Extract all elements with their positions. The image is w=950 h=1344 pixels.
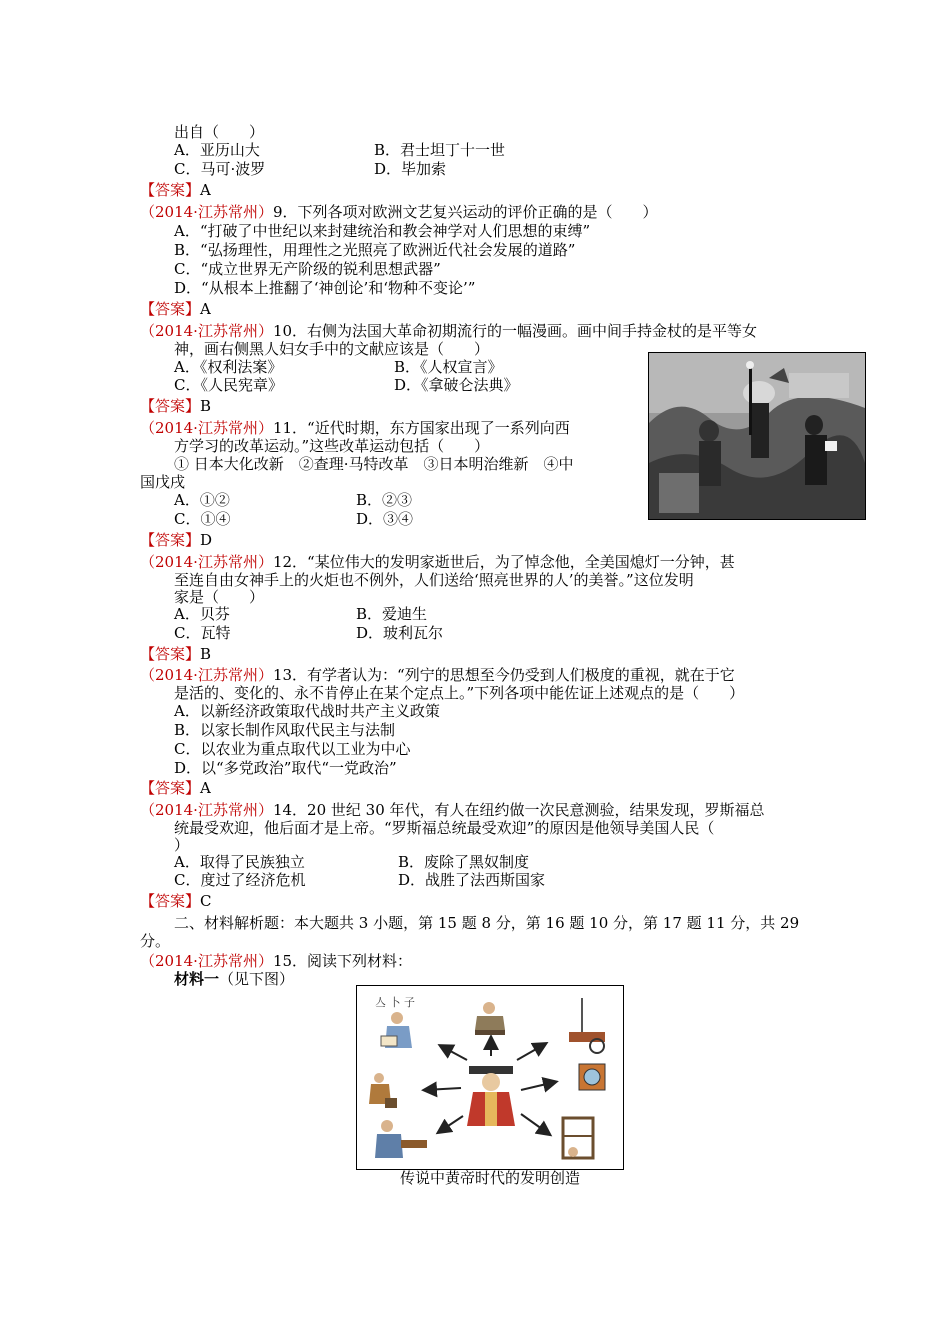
- question-source: （2014·江苏常州）: [140, 553, 273, 571]
- cartoon-illustration: [649, 353, 865, 519]
- q12-answer: [140, 645, 211, 664]
- q13-option-a: A．以新经济政策取代战时共产主义政策: [174, 702, 440, 720]
- q8-option-a: A．亚历山大: [174, 141, 260, 159]
- arrow-right: [521, 1082, 555, 1090]
- q10-option-d: D．《拿破仑法典》: [394, 376, 519, 394]
- section2-heading-cont: 分。: [140, 932, 171, 950]
- q11-stem-line-2: 方学习的改革运动。”这些改革运动包括（ ）: [174, 437, 490, 455]
- q13-option-c: C．以农业为重点取代以工业为中心: [174, 740, 411, 758]
- q8-stem-tail: 出自（ ）: [174, 123, 265, 141]
- q14-option-a: A．取得了民族独立: [174, 853, 305, 871]
- answer-value: C: [200, 892, 212, 910]
- q14-stem-line-3: ）: [174, 836, 190, 854]
- inventions-diagram: [357, 986, 623, 1169]
- answer-label: 【答案】: [140, 892, 201, 910]
- q14-option-b: B．废除了黑奴制度: [398, 853, 530, 871]
- q11-stem-line-3: ① 日本大化改新 ②查理·马特改革 ③日本明治维新 ④中: [174, 455, 574, 473]
- question-text: 10．右侧为法国大革命初期流行的一幅漫画。画中间手持金杖的是平等女: [272, 322, 758, 340]
- cart-icon: [569, 998, 605, 1053]
- q14-stem-line-2: 统最受欢迎，他后面才是上帝。“罗斯福总统最受欢迎”的原因是他领导美国人民（: [174, 819, 715, 837]
- q13-stem-line-1: [140, 666, 735, 685]
- ancient-glyphs: 亼 卜 子: [375, 996, 415, 1009]
- section2-heading: 二、材料解析题：本大题共 3 小题，第 15 题 8 分，第 16 题 10 分，第 17 题 11 分，共 29: [174, 914, 800, 932]
- material-note: （见下图）: [219, 970, 295, 988]
- question-text: 11．“近代时期，东方国家出现了一系列向西: [272, 419, 570, 437]
- q11-stem-line-1: [140, 419, 570, 438]
- q12-stem-line-3: 家是（ ）: [174, 588, 265, 606]
- scribe-figure: [381, 1012, 412, 1048]
- question-text: 15．阅读下列材料：: [272, 952, 413, 970]
- answer-label: 【答案】: [140, 300, 201, 318]
- q8-answer: [140, 181, 211, 200]
- q9-stem: [140, 203, 658, 222]
- answer-label: 【答案】: [140, 779, 201, 797]
- answer-value: B: [200, 645, 212, 663]
- figure-caption: 传说中黄帝时代的发明创造: [399, 1169, 580, 1187]
- huangdi-inventions-figure: [356, 985, 624, 1170]
- q12-stem-line-1: [140, 553, 735, 572]
- french-revolution-cartoon-image: [648, 352, 866, 520]
- arrow-lower-right: [521, 1114, 549, 1134]
- compass-icon: [579, 1064, 605, 1090]
- question-source: （2014·江苏常州）: [140, 801, 273, 819]
- question-source: （2014·江苏常州）: [140, 322, 273, 340]
- q10-option-b: B．《人权宣言》: [394, 358, 503, 376]
- q10-option-a: A．《权利法案》: [174, 358, 283, 376]
- q12-option-d: D．玻利瓦尔: [356, 624, 444, 642]
- q13-option-b: B．以家长制作风取代民主与法制: [174, 721, 396, 739]
- question-text: 9．下列各项对欧洲文艺复兴运动的评价正确的是（ ）: [272, 203, 658, 221]
- q14-answer: [140, 892, 212, 911]
- q10-stem-line-1: [140, 322, 757, 341]
- question-source: （2014·江苏常州）: [140, 203, 273, 221]
- q10-answer: [140, 397, 211, 416]
- answer-label: 【答案】: [140, 531, 201, 549]
- q8-option-d: D．毕加索: [374, 160, 447, 178]
- arrow-upper-left: [441, 1046, 467, 1060]
- question-source: （2014·江苏常州）: [140, 666, 273, 684]
- question-text: 13．有学者认为：“列宁的思想至今仍受到人们极度的重视，就在于它: [272, 666, 735, 684]
- q14-option-d: D．战胜了法西斯国家: [398, 871, 546, 889]
- q8-option-b: B．君士坦丁十一世: [374, 141, 506, 159]
- q11-answer: [140, 531, 212, 550]
- arrow-left: [425, 1088, 461, 1090]
- q11-option-d: D．③④: [356, 510, 414, 528]
- q11-stem-line-4: 国戊戌: [140, 473, 186, 491]
- q13-answer: [140, 779, 211, 798]
- writing-figure: [475, 1002, 505, 1035]
- material-title: 材料一: [174, 970, 220, 988]
- q12-option-c: C．瓦特: [174, 624, 231, 642]
- answer-value: A: [200, 181, 211, 199]
- answer-label: 【答案】: [140, 645, 201, 663]
- q12-stem-line-2: 至连自由女神手上的火炬也不例外，人们送给‘照亮世界的人’的美誉。”这位发明: [174, 571, 694, 589]
- question-text: 14．20 世纪 30 年代，有人在纽约做一次民意测验，结果发现，罗斯福总: [272, 801, 765, 819]
- answer-value: A: [200, 300, 211, 318]
- answer-label: 【答案】: [140, 181, 201, 199]
- answer-value: B: [200, 397, 212, 415]
- arrow-lower-left: [439, 1116, 463, 1132]
- question-source: （2014·江苏常州）: [140, 419, 273, 437]
- q15-material-label: [174, 970, 294, 989]
- q15-stem: [140, 952, 412, 971]
- q11-option-b: B．②③: [356, 491, 413, 509]
- question-source: （2014·江苏常州）: [140, 952, 273, 970]
- q13-option-d: D．以“多党政治”取代“一党政治”: [174, 759, 397, 777]
- q9-option-a: A．“打破了中世纪以来封建统治和教会神学对人们思想的束缚”: [174, 222, 591, 240]
- q11-option-a: A．①②: [174, 491, 230, 509]
- answer-value: D: [200, 531, 213, 549]
- emperor-huangdi-figure: [467, 1066, 515, 1126]
- q10-stem-line-2: 神，画右侧黑人妇女手中的文献应该是（ ）: [174, 340, 490, 358]
- question-text: 12．“某位伟大的发明家逝世后，为了悼念他，全美国熄灯一分钟，甚: [272, 553, 735, 571]
- q12-option-a: A．贝芬: [174, 605, 230, 623]
- q9-option-d: D．“从根本上推翻了‘神创论’和‘物种不变论’”: [174, 279, 476, 297]
- q12-option-b: B．爱迪生: [356, 605, 428, 623]
- q13-stem-line-2: 是活的、变化的、永不肯停止在某个定点上。”下列各项中能佐证上述观点的是（ ）: [174, 684, 745, 702]
- grain-pounding-figure: [369, 1073, 397, 1108]
- q14-stem-line-1: [140, 801, 765, 820]
- q14-option-c: C．度过了经济危机: [174, 871, 306, 889]
- answer-label: 【答案】: [140, 397, 201, 415]
- carpenter-figure: [375, 1120, 427, 1158]
- q8-option-c: C．马可·波罗: [174, 160, 266, 178]
- loom-figure: [563, 1118, 593, 1158]
- q10-option-c: C．《人民宪章》: [174, 376, 283, 394]
- q9-answer: [140, 300, 211, 319]
- q9-option-b: B．“弘扬理性，用理性之光照亮了欧洲近代社会发展的道路”: [174, 241, 576, 259]
- q9-option-c: C．“成立世界无产阶级的锐利思想武器”: [174, 260, 441, 278]
- answer-value: A: [200, 779, 211, 797]
- arrow-upper-right: [517, 1044, 545, 1060]
- q11-option-c: C．①④: [174, 510, 231, 528]
